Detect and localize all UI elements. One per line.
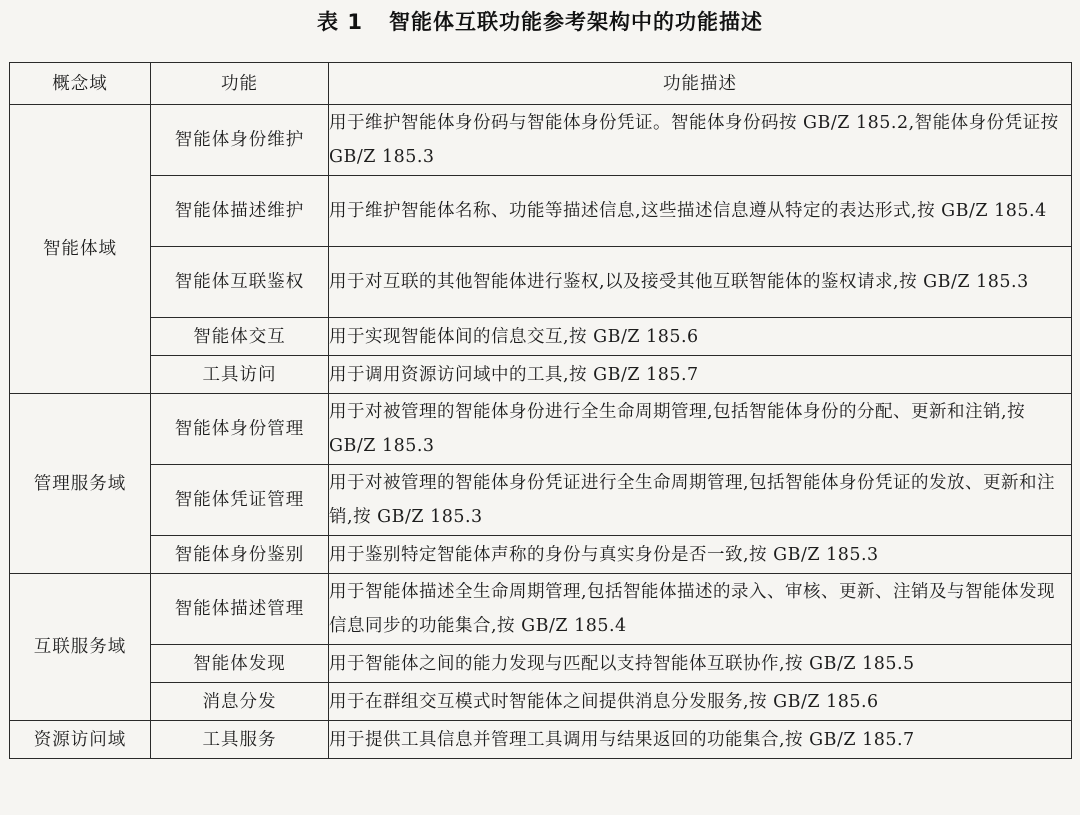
function-cell: 智能体发现 [151,645,329,683]
function-cell: 智能体身份鉴别 [151,536,329,574]
table-row [10,394,1072,465]
domain-cell: 互联服务域 [10,574,151,721]
description-cell: 用于在群组交互模式时智能体之间提供消息分发服务,按 GB/Z 185.6 [329,683,1072,721]
description-cell: 用于对被管理的智能体身份进行全生命周期管理,包括智能体身份的分配、更新和注销,按 GB/Z 185.3 [329,394,1072,465]
table-row [10,574,1072,645]
function-cell: 智能体身份维护 [151,105,329,176]
table-row [10,356,1072,394]
table-row [10,683,1072,721]
table-row [10,105,1072,176]
description-cell: 用于调用资源访问域中的工具,按 GB/Z 185.7 [329,356,1072,394]
domain-cell: 智能体域 [10,105,151,394]
function-cell: 工具服务 [151,721,329,759]
table-row [10,247,1072,318]
description-cell: 用于维护智能体名称、功能等描述信息,这些描述信息遵从特定的表达形式,按 GB/Z 185.4 [329,176,1072,247]
header-function-description: 功能描述 [329,63,1072,105]
table-row [10,318,1072,356]
function-cell: 消息分发 [151,683,329,721]
table-row [10,176,1072,247]
description-cell: 用于对互联的其他智能体进行鉴权,以及接受其他互联智能体的鉴权请求,按 GB/Z 185.3 [329,247,1072,318]
function-cell: 智能体描述维护 [151,176,329,247]
description-cell: 用于提供工具信息并管理工具调用与结果返回的功能集合,按 GB/Z 185.7 [329,721,1072,759]
table-row [10,645,1072,683]
domain-cell: 管理服务域 [10,394,151,574]
header-concept-domain: 概念域 [10,63,151,105]
function-description-table [9,62,1072,759]
description-cell: 用于智能体之间的能力发现与匹配以支持智能体互联协作,按 GB/Z 185.5 [329,645,1072,683]
header-row [10,63,1072,105]
table-title: 智能体互联功能参考架构中的功能描述 [388,10,763,34]
header-function: 功能 [151,63,329,105]
table-row [10,536,1072,574]
table-row [10,721,1072,759]
function-cell: 智能体互联鉴权 [151,247,329,318]
function-cell: 智能体身份管理 [151,394,329,465]
table-row [10,465,1072,536]
function-cell: 工具访问 [151,356,329,394]
description-cell: 用于维护智能体身份码与智能体身份凭证。智能体身份码按 GB/Z 185.2,智能体身份凭证按 GB/Z 185.3 [329,105,1072,176]
domain-cell: 资源访问域 [10,721,151,759]
table-number: 表 1 [317,10,363,34]
description-cell: 用于实现智能体间的信息交互,按 GB/Z 185.6 [329,318,1072,356]
function-cell: 智能体凭证管理 [151,465,329,536]
table-caption [0,0,1080,62]
function-cell: 智能体交互 [151,318,329,356]
description-cell: 用于鉴别特定智能体声称的身份与真实身份是否一致,按 GB/Z 185.3 [329,536,1072,574]
description-cell: 用于对被管理的智能体身份凭证进行全生命周期管理,包括智能体身份凭证的发放、更新和注销,按 GB/Z 185.3 [329,465,1072,536]
function-cell: 智能体描述管理 [151,574,329,645]
description-cell: 用于智能体描述全生命周期管理,包括智能体描述的录入、审核、更新、注销及与智能体发现信息同步的功能集合,按 GB/Z 185.4 [329,574,1072,645]
